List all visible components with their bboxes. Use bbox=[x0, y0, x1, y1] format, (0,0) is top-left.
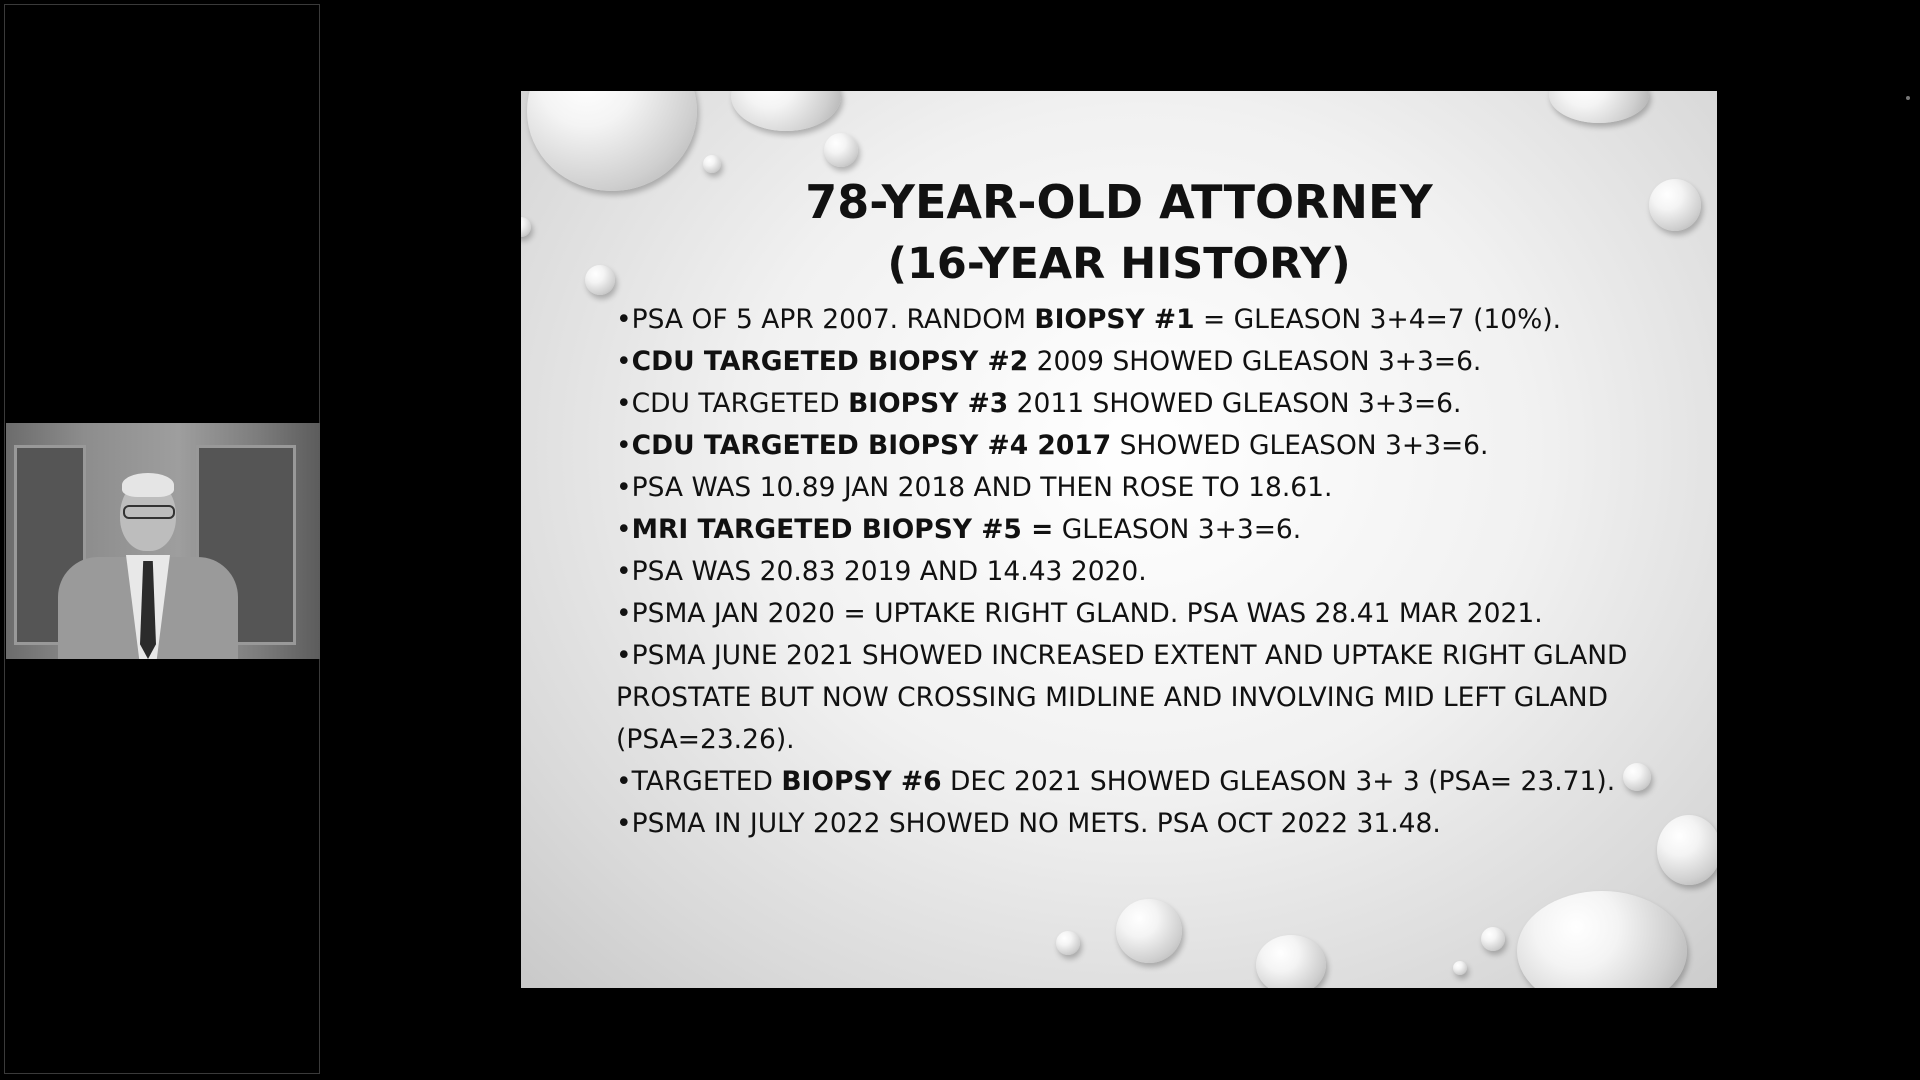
bullet-text: = GLEASON 3+4=7 (10%). bbox=[1194, 304, 1562, 335]
slide-bullet-item bbox=[616, 383, 1656, 425]
bullet-text: PSA OF 5 APR 2007. RANDOM bbox=[631, 304, 1035, 335]
slide-bullet-item bbox=[616, 593, 1656, 635]
water-drop-icon bbox=[1056, 931, 1080, 955]
slide-bullet-list bbox=[616, 299, 1656, 845]
speaker-panel bbox=[4, 4, 320, 1074]
slide-bullet-item bbox=[616, 467, 1656, 509]
bullet-bold-text: CDU TARGETED BIOPSY #4 2017 bbox=[631, 430, 1112, 461]
slide-bullet-item bbox=[616, 299, 1656, 341]
bullet-text: 2011 SHOWED GLEASON 3+3=6. bbox=[1008, 388, 1462, 419]
slide-bullet-item bbox=[616, 341, 1656, 383]
water-drop-icon bbox=[1517, 891, 1687, 988]
bullet-bold-text: BIOPSY #1 bbox=[1034, 304, 1195, 335]
bullet-bold-text: CDU TARGETED BIOPSY #2 bbox=[631, 346, 1029, 377]
bullet-text: GLEASON 3+3=6. bbox=[1053, 514, 1302, 545]
water-drop-icon bbox=[1549, 91, 1649, 123]
indicator-dot bbox=[1906, 96, 1910, 100]
speaker-avatar bbox=[28, 449, 248, 659]
slide-bullet-item bbox=[616, 761, 1656, 803]
water-drop-icon bbox=[1481, 927, 1505, 951]
water-drop-icon bbox=[731, 91, 841, 131]
slide-bullet-item bbox=[616, 425, 1656, 467]
bullet-text: PSMA JUNE 2021 SHOWED INCREASED EXTENT AND UPTAKE RIGHT GLAND PROSTATE BUT NOW CROSSING MIDLINE AND INVOLVING MID LEFT GLAND (PSA=23.26). bbox=[616, 640, 1628, 755]
water-drop-icon bbox=[1256, 935, 1326, 988]
slide-bullet-item bbox=[616, 551, 1656, 593]
speaker-video bbox=[6, 423, 320, 659]
bullet-text: DEC 2021 SHOWED GLEASON 3+ 3 (PSA= 23.71). bbox=[941, 766, 1616, 797]
bullet-text: 2009 SHOWED GLEASON 3+3=6. bbox=[1028, 346, 1482, 377]
bullet-text: PSA WAS 10.89 JAN 2018 AND THEN ROSE TO 18.61. bbox=[631, 472, 1333, 503]
water-drop-icon bbox=[1116, 899, 1182, 963]
bullet-text: PSMA IN JULY 2022 SHOWED NO METS. PSA OCT 2022 31.48. bbox=[631, 808, 1441, 839]
slide-title: 78-YEAR-OLD ATTORNEY bbox=[805, 175, 1433, 229]
bullet-text: SHOWED GLEASON 3+3=6. bbox=[1111, 430, 1489, 461]
presentation-slide bbox=[521, 91, 1717, 988]
bullet-text: CDU TARGETED bbox=[631, 388, 849, 419]
slide-bullet-item bbox=[616, 509, 1656, 551]
slide-bullet-item bbox=[616, 803, 1656, 845]
water-drop-icon bbox=[1657, 815, 1717, 885]
slide-bullet-item bbox=[616, 635, 1656, 761]
bullet-text: PSA WAS 20.83 2019 AND 14.43 2020. bbox=[631, 556, 1147, 587]
bullet-text: PSMA JAN 2020 = UPTAKE RIGHT GLAND. PSA WAS 28.41 MAR 2021. bbox=[631, 598, 1543, 629]
water-drop-icon bbox=[1453, 961, 1467, 975]
water-drop-icon bbox=[824, 133, 858, 167]
bullet-bold-text: BIOPSY #3 bbox=[848, 388, 1009, 419]
bullet-bold-text: MRI TARGETED BIOPSY #5 = bbox=[631, 514, 1054, 545]
bullet-text: TARGETED bbox=[631, 766, 782, 797]
bullet-bold-text: BIOPSY #6 bbox=[781, 766, 942, 797]
slide-subtitle: (16-YEAR HISTORY) bbox=[887, 239, 1351, 289]
